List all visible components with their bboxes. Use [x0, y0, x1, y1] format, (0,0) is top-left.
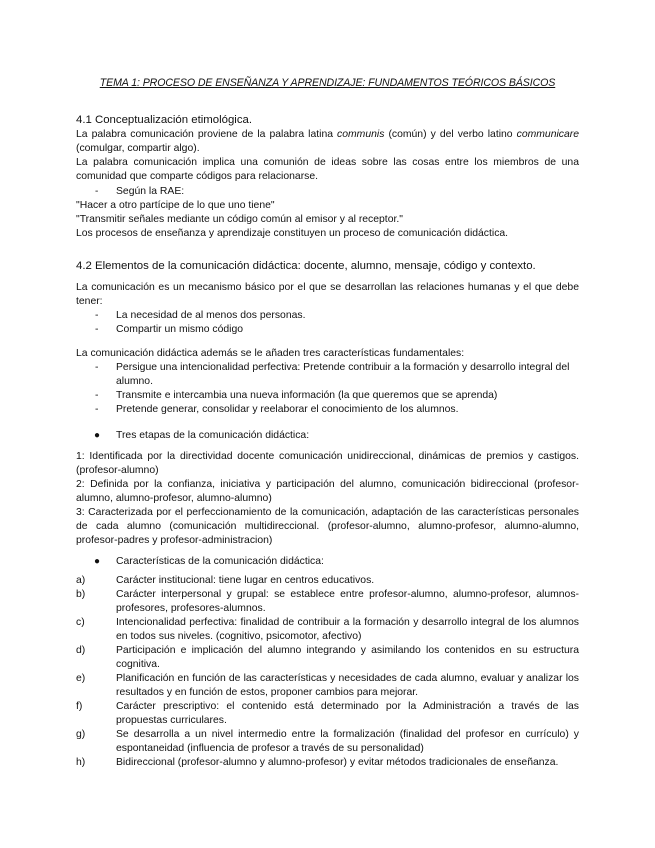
stage-1: 1: Identificada por la directividad docente comunicación unidireccional, dinámicas de premios y castigos. (profesor-alumno): [76, 451, 579, 476]
dash-marker: -: [95, 404, 99, 415]
list-item: b) Carácter interpersonal y grupal: se establece entre profesor-alumno, alumno-profesor, alumnos-profesores, profesores-alumnos.: [76, 589, 579, 614]
stages-list: [76, 450, 579, 548]
list-item: - La necesidad de al menos dos personas.: [95, 310, 306, 321]
list-item: - Pretende generar, consolidar y reelaborar el conocimiento de los alumnos.: [95, 404, 459, 415]
stage-3: 3: Caracterizada por el perfeccionamiento de la comunicación, adaptación de las características personales de cada alumno (comunicación multidireccional. (profesor-alumno, alumno-profesor, alumno-alumno, profesor-padres y profesor-administracion): [76, 507, 579, 546]
dash-marker: -: [95, 390, 99, 401]
communication-requirements: [76, 281, 579, 337]
characteristics-heading: ● Características de la comunicación didáctica:: [94, 556, 324, 567]
list-item: c) Intencionalidad perfectiva: finalidad de contribuir a la formación y desarrollo integral de los alumnos en todos sus niveles. (cognitivo, psicomotor, afectivo): [76, 617, 579, 642]
section-4-1: [76, 113, 579, 241]
dash-marker: -: [95, 310, 99, 321]
features-list: [76, 361, 579, 417]
stages-heading: ● Tres etapas de la comunicación didáctica:: [94, 430, 310, 441]
rae-item: [76, 185, 579, 199]
didactic-process-paragraph: Los procesos de enseñanza y aprendizaje constituyen un proceso de comunicación didáctica.: [76, 228, 509, 239]
communion-paragraph: La palabra comunicación implica una comunión de ideas sobre las cosas entre los miembros de una comunidad que comparte códigos para relacionarse.: [76, 157, 579, 182]
rae-quote-2: "Transmitir señales mediante un código común al emisor y al receptor.": [76, 214, 403, 225]
bullet-icon: ●: [94, 430, 101, 441]
section-4-2: [76, 259, 579, 274]
list-item: e) Planificación en función de las características y necesidades de cada alumno, evaluar y analizar los resultados y en función de estos, proponer cambios para mejorar.: [76, 673, 579, 698]
characteristics-list: [76, 574, 579, 770]
stages-block: [76, 429, 579, 443]
stage-2: 2: Definida por la confianza, iniciativa y participación del alumno, comunicación bidireccional (profesor-alumno, alumno-profesor, alumno-alumno): [76, 479, 579, 504]
list-item: - Persigue una intencionalidad perfectiva: Pretende contribuir a la formación y desarrollo integral del alumno.: [95, 362, 570, 387]
list-item: h) Bidireccional (profesor-alumno y alumno-profesor) y evitar métodos tradicionales de enseñanza.: [76, 757, 559, 768]
etymology-paragraph: La palabra comunicación proviene de la palabra latina communis (común) y del verbo latino communicare (comulgar, compartir algo).: [76, 129, 579, 154]
list-item: - Compartir un mismo código: [95, 324, 244, 335]
section-heading: 4.1 Conceptualización etimológica.: [76, 114, 253, 126]
section-heading: 4.2 Elementos de la comunicación didáctica: docente, alumno, mensaje, código y contexto.: [76, 260, 536, 272]
features-intro: La comunicación didáctica además se le añaden tres características fundamentales:: [76, 348, 465, 359]
didactic-features: [76, 347, 579, 417]
characteristics-block: [76, 555, 579, 569]
rae-quote-1: "Hacer a otro partícipe de lo que uno tiene": [76, 200, 275, 211]
list-item: d) Participación e implicación del alumno integrando y asimilando los contenidos en su estructura cognitiva.: [76, 645, 579, 670]
dash-marker: -: [95, 362, 99, 373]
mechanism-paragraph: La comunicación es un mecanismo básico por el que se desarrollan las relaciones humanas y el que debe tener:: [76, 282, 579, 307]
dash-marker: -: [95, 186, 99, 197]
list-item: a) Carácter institucional: tiene lugar en centros educativos.: [76, 575, 375, 586]
list-item: f) Carácter prescriptivo: el contenido está determinado por la Administración a través de las propuestas curriculares.: [76, 701, 579, 726]
document-title: TEMA 1: PROCESO DE ENSEÑANZA Y APRENDIZAJE: FUNDAMENTOS TEÓRICOS BÁSICOS: [99, 77, 556, 89]
rae-label: Según la RAE:: [116, 186, 185, 197]
requirements-list: [76, 309, 579, 337]
list-item: - Transmite e intercambia una nueva información (la que queremos que se aprenda): [95, 390, 498, 401]
list-item: g) Se desarrolla a un nivel intermedio entre la formalización (finalidad del profesor en currículo) y espontaneidad (influencia de profesor a través de su personalidad): [76, 729, 579, 754]
dash-marker: -: [95, 324, 99, 335]
bullet-icon: ●: [94, 556, 101, 567]
